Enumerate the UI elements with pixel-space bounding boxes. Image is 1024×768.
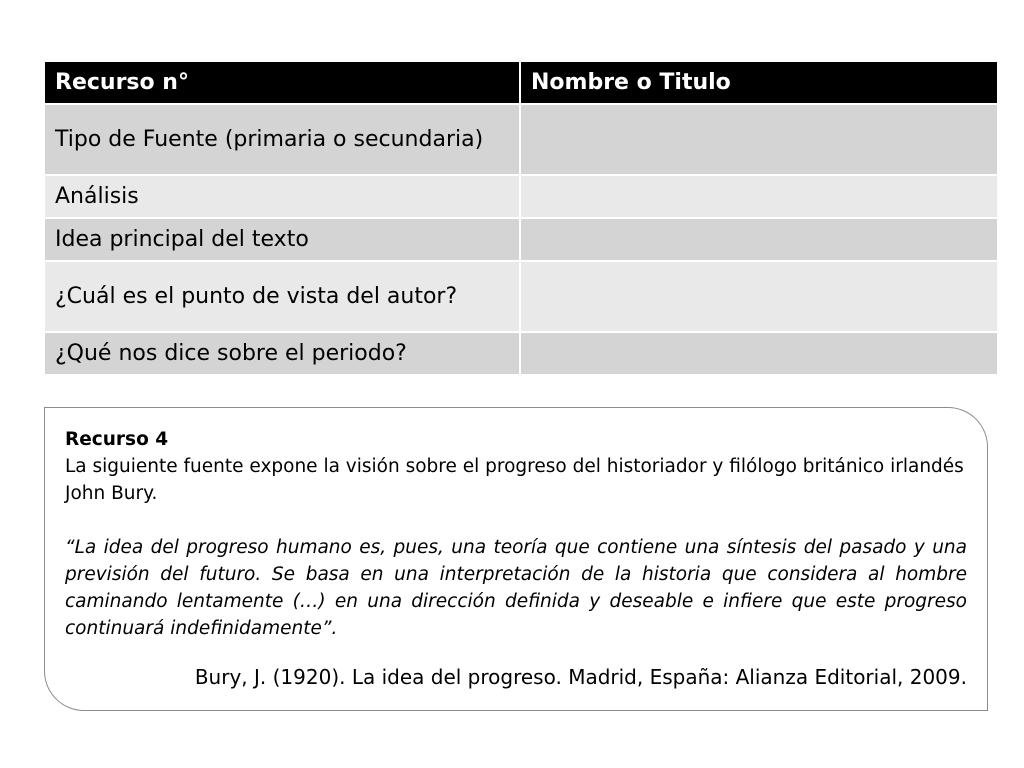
row-label-period: ¿Qué nos dice sobre el periodo? [44,332,520,375]
resource-text-box [44,407,988,711]
table-row [44,104,998,175]
table-row [44,175,998,218]
row-label-source-type: Tipo de Fuente (primaria o secundaria) [44,104,520,175]
resource-quote: “La idea del progreso humano es, pues, una teoría que contiene una síntesis del pasado y una previsión del futuro. Se basa en una interpretación de la historia que considera al hombre caminando lentamente (…) en una dirección definida y deseable e infiere que este progreso continuará indefinidamente”. [65,537,967,639]
source-analysis-table [43,60,999,376]
header-resource-number: Recurso n° [44,61,520,104]
row-label-analysis: Análisis [44,175,520,218]
row-value-analysis[interactable] [520,175,998,218]
header-name-title: Nombre o Titulo [520,61,998,104]
row-label-main-idea: Idea principal del texto [44,218,520,261]
table-row [44,218,998,261]
row-value-period[interactable] [520,332,998,375]
table-header-row [44,61,998,104]
resource-intro: La siguiente fuente expone la visión sobre el progreso del historiador y filólogo británico irlandés John Bury. [65,456,964,504]
resource-title: Recurso 4 [65,429,169,450]
resource-citation: Bury, J. (1920). La idea del progreso. Madrid, España: Alianza Editorial, 2009. [194,665,967,689]
row-label-author-view: ¿Cuál es el punto de vista del autor? [44,261,520,332]
row-value-author-view[interactable] [520,261,998,332]
row-value-source-type[interactable] [520,104,998,175]
table-row [44,332,998,375]
row-value-main-idea[interactable] [520,218,998,261]
table-row [44,261,998,332]
